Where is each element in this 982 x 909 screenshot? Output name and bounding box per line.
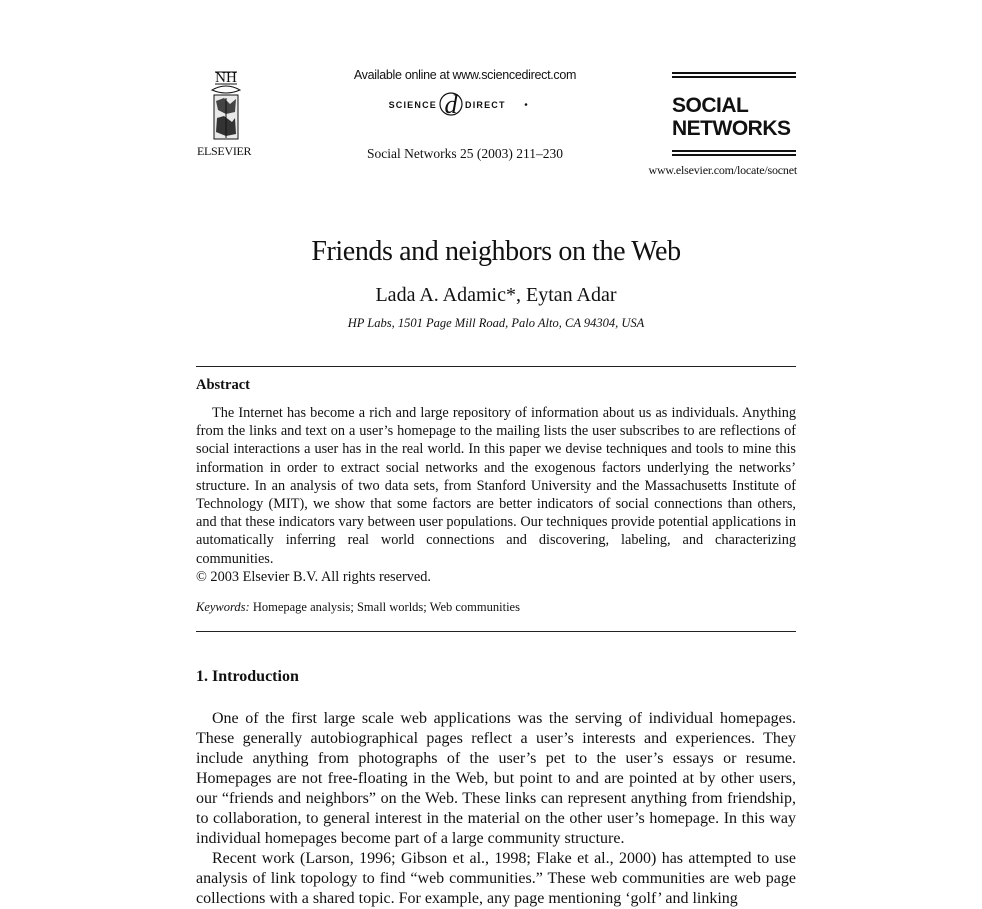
sciencedirect-mark-text: d: [444, 90, 458, 119]
keywords-list: Homepage analysis; Small worlds; Web communities: [252, 600, 520, 614]
abstract-top-divider: [196, 366, 796, 367]
logo-text: NH: [215, 70, 237, 86]
keywords-label: Keywords:: [196, 600, 250, 614]
journal-title-box: [672, 72, 796, 158]
elsevier-tree-logo-icon: [202, 68, 250, 142]
sciencedirect-left-text: SCIENCE: [388, 100, 437, 110]
paper-title: Friends and neighbors on the Web: [311, 236, 681, 267]
divider: [672, 154, 796, 156]
keywords: [196, 600, 520, 615]
section-body: [196, 709, 796, 909]
section-heading: 1. Introduction: [196, 668, 299, 685]
body-paragraph: Recent work (Larson, 1996; Gibson et al., 1998; Flake et al., 2000) has attempted to use analysis of link topology to find “web communities.” These web communities are web page collections with a shared topic. For example, any page mentioning ‘golf’ and linking: [196, 850, 796, 907]
divider: [672, 76, 796, 78]
journal-url-link[interactable]: www.elsevier.com/locate/socnet: [648, 163, 797, 177]
copyright-notice: © 2003 Elsevier B.V. All rights reserved.: [196, 568, 431, 585]
paper-authors: Lada A. Adamic*, Eytan Adar: [375, 284, 617, 306]
journal-citation: Social Networks 25 (2003) 211–230: [367, 146, 563, 161]
divider: [672, 150, 796, 152]
journal-title: [672, 94, 796, 140]
sciencedirect-right-text: DIRECT: [465, 100, 506, 110]
divider: [672, 72, 796, 74]
journal-bottom-rules: [672, 150, 796, 156]
abstract-heading: Abstract: [196, 377, 250, 393]
body-paragraph: One of the first large scale web applications was the serving of individual homepages. These generally autobiographical pages reflect a user’s interests and experiences. They include anything from photographs of the user’s pet to the user’s essays or resume. Homepages are not free-floating in the Web, but point to and are pointed at by other users, our “friends and neighbors” on the Web. These links can represent anything from friendship, to collaboration, to general interest in the material on the other user’s homepage. In this way individual homepages become part of a large community structure.: [196, 710, 796, 847]
author-affiliation: HP Labs, 1501 Page Mill Road, Palo Alto, CA 94304, USA: [347, 316, 645, 330]
journal-title-line: SOCIAL: [672, 94, 749, 117]
publisher-logo: [196, 68, 256, 159]
sciencedirect-logo: [300, 86, 630, 122]
abstract-bottom-divider: [196, 631, 796, 632]
available-online-text: Available online at www.sciencedirect.com: [353, 68, 577, 82]
journal-title-line: NETWORKS: [672, 117, 791, 140]
abstract-body: [196, 404, 796, 586]
abstract-paragraph: The Internet has become a rich and large repository of information about us as individuals. Anything from the links and text on a user’s homepage to the mailing lists the user subscribes to are reflections of social interactions a user has in the real world. In this paper we devise techniques and tools to mine this information in order to extract social networks and the exogenous factors underlying the networks’ structure. In an analysis of two data sets, from Stanford University and the Massachusetts Institute of Technology (MIT), we show that some factors are better indicators of social connections than others, and that these indicators vary between user populations. Our techniques provide potential applications in automatically inferring real world connections and discovering, labeling, and characterizing communities.: [196, 405, 796, 567]
publisher-name: ELSEVIER: [197, 144, 252, 158]
